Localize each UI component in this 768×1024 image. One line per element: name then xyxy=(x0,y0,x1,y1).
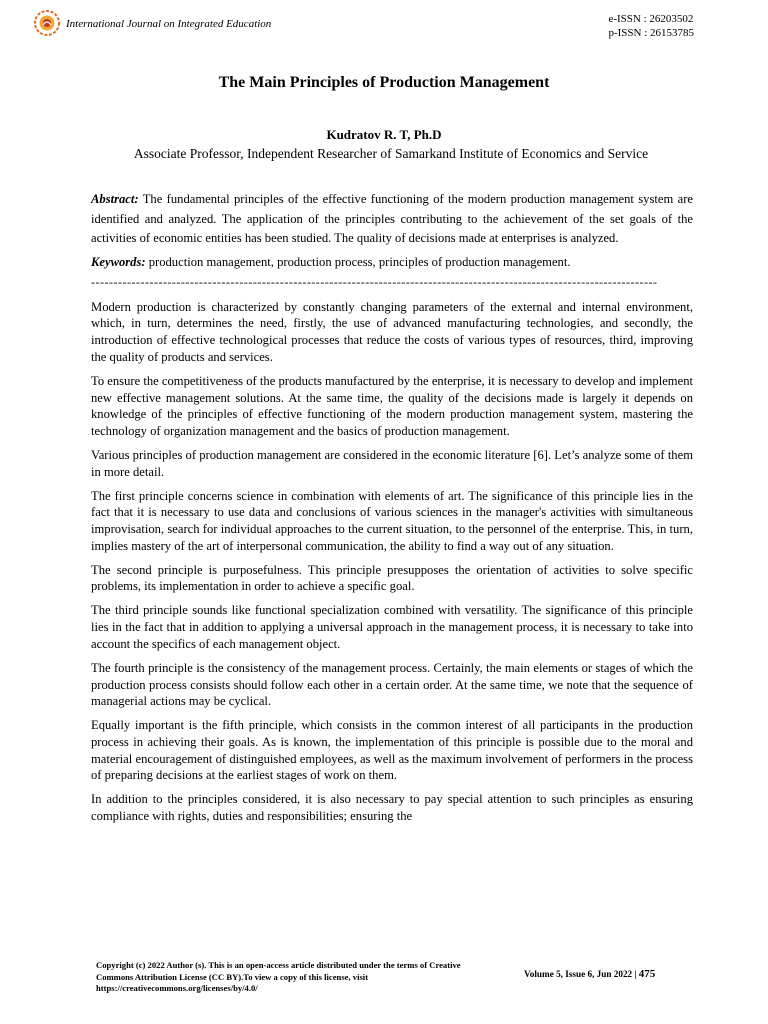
paragraph: The second principle is purposefulness. This principle presupposes the orientation of activities to solve specific problems, its implementation in order to achieve a specific goal. xyxy=(91,562,693,594)
author-affiliation: Associate Professor, Independent Researcher of Samarkand Institute of Economics and Service xyxy=(133,146,649,161)
keywords xyxy=(91,253,693,271)
paragraph: The third principle sounds like functional specialization combined with versatility. The significance of this principle lies in the fact that in addition to applying a universal approach in the management process, it is necessary to take into account the specifics of each management object. xyxy=(91,603,693,651)
paragraph: Various principles of production management are considered in the economic literature [6]. Let’s analyze some of them in more detail. xyxy=(91,447,693,479)
keywords-text: production management, production process, principles of production management. xyxy=(145,254,571,269)
keywords-label: Keywords: xyxy=(91,254,146,269)
body-text xyxy=(91,299,693,825)
volume-info xyxy=(524,968,655,980)
copyright-notice: Copyright (c) 2022 Author (s). This is an open-access article distributed under the terms of Creative Commons Attribution License (CC BY).To view a copy of this license, visit https://creativecommons.org/licenses/by/4.0/ xyxy=(96,960,461,994)
journal-logo-icon xyxy=(34,10,60,36)
paragraph: Modern production is characterized by constantly changing parameters of the external and internal environment, which, in turn, determines the need, firstly, the use of advanced manufacturing technologies, and secondly, the introduction of effective technological processes that reduce the costs of various types of resources, third, improving the quality of products and services. xyxy=(91,299,693,364)
article-body xyxy=(91,190,693,832)
author-name: Kudratov R. T, Ph.D xyxy=(326,127,442,142)
paragraph: The fourth principle is the consistency of the management process. Certainly, the main elements or stages of which the production process consists should follow each other in a certain order. At the same time, we note that the sequence of managerial actions may be cyclical. xyxy=(91,660,693,709)
abstract-text: The fundamental principles of the effective functioning of the modern production management system are identified and analyzed. The application of the principles contributing to the achievement of the set goals of the activities of economic entities has been studied. The quality of decisions made at enterprises is analyzed. xyxy=(91,192,693,245)
page-number: 475 xyxy=(638,968,656,980)
section-divider: ------------------------------------------------------------------------------------------------------------------------------ xyxy=(91,274,658,289)
e-issn: e-ISSN : 26203502 xyxy=(608,13,694,25)
abstract-label: Abstract: xyxy=(91,192,139,206)
abstract xyxy=(91,190,693,249)
volume-text: Volume 5, Issue 6, Jun 2022 | xyxy=(524,969,637,979)
issn-block xyxy=(608,12,694,40)
paragraph: To ensure the competitiveness of the products manufactured by the enterprise, it is necessary to develop and implement new effective management solutions. At the same time, the quality of the decisions made is largely it depends on knowledge of the principles of effective functioning of the modern production management system, mastering the technology of organization management and the basics of production management. xyxy=(91,373,693,438)
paragraph: Equally important is the fifth principle, which consists in the common interest of all participants in the production process in achieving their goals. As is known, the implementation of this principle is possible due to the moral and material encouragement of distinguished employees, as well as the maximum involvement of performers in the process of preparing decisions at the earliest stages of work on them. xyxy=(91,718,693,783)
p-issn: p-ISSN : 26153785 xyxy=(608,27,694,39)
article-title: The Main Principles of Production Management xyxy=(218,74,550,91)
paragraph: The first principle concerns science in combination with elements of art. The significance of this principle lies in the fact that it is necessary to use data and conclusions of various sciences in the manager's activities with simultaneous improvisation, search for individual approaches to the current situation, to the personnel of the enterprise. This, in turn, implies mastery of the art of interpersonal communication, the ability to find a way out of any situation. xyxy=(91,488,693,553)
journal-name: International Journal on Integrated Education xyxy=(66,18,272,30)
paragraph: In addition to the principles considered, it is also necessary to pay special attention to such principles as ensuring compliance with rights, duties and responsibilities; ensuring the xyxy=(91,792,693,824)
journal-header xyxy=(34,10,734,50)
